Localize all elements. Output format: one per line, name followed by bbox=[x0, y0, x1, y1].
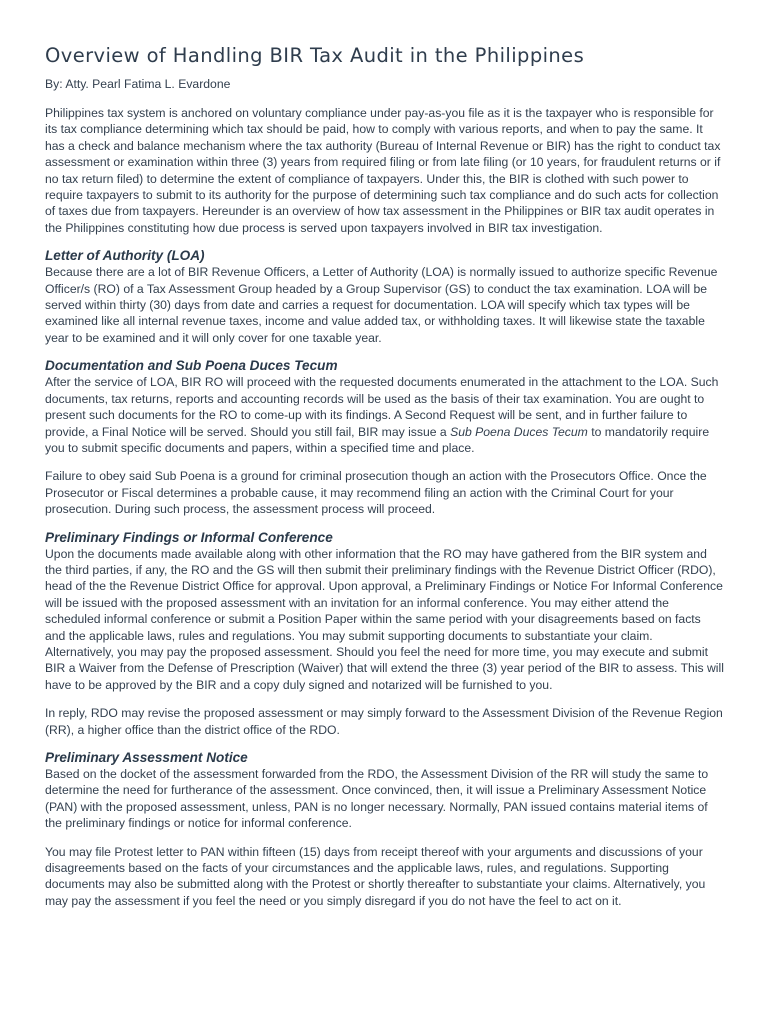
author-byline: By: Atty. Pearl Fatima L. Evardone bbox=[45, 77, 231, 91]
section-heading-pan: Preliminary Assessment Notice bbox=[45, 750, 248, 765]
italic-term: Sub Poena Duces Tecum bbox=[450, 424, 588, 439]
section-heading-documentation: Documentation and Sub Poena Duces Tecum bbox=[45, 358, 338, 374]
section-documentation-paragraph-1 bbox=[45, 374, 724, 456]
section-pan-paragraph-2: You may file Protest letter to PAN within fifteen (15) days from receipt thereof with your arguments and discussions of your disagreements based on the facts of your circumstances and the applicable laws, rules, and regulations. Supporting documents may also be submitted along with the Protest or shortly thereafter to substantiate your claims. Alternatively, you may pay the assessment if you feel the need or you simply disregard if you do not have the feel to act on it. bbox=[45, 844, 706, 908]
intro-paragraph: Philippines tax system is anchored on voluntary compliance under pay-as-you file as it is the taxpayer who is responsible for its tax compliance determining which tax should be paid, how to comply with various reports, and when to pay the same. It has a check and balance mechanism where the tax authority (Bureau of Internal Revenue or BIR) has the right to conduct tax assessment or examination within three (3) years from required filing or from late filing (or 10 years, for fraudulent returns or if no tax return filed) to determine the extent of compliance of taxpayers. Under this, the BIR is clothed with such power to require taxpayers to submit to its authority for the purpose of determining such tax compliance and do such acts for collection of taxes due from taxpayers. Hereunder is an overview of how tax assessment in the Philippines or BIR tax audit operates in the Philippines constituting how due process is served upon taxpayers involved in BIR tax investigation. bbox=[45, 106, 721, 235]
paragraph-text: After the service of LOA, BIR RO will proceed with the requested documents enumerated in the attachment to the LOA. Such documents, tax returns, reports and accounting records will be used as the basis of their tax examination. You are ought to present such documents for the RO to come-up with its findings. A Second Request will be sent, and in further failure to provide, a Final Notice will be served. Should you still fail, BIR may issue a bbox=[45, 375, 719, 439]
section-loa-paragraph: Because there are a lot of BIR Revenue Officers, a Letter of Authority (LOA) is normally issued to authorize specific Revenue Officer/s (RO) of a Tax Assessment Group headed by a Group Supervisor (GS) to conduct the tax examination. LOA will be served within thirty (30) days from date and carries a request for documentation. LOA will specify which tax types will be examined like all internal revenue taxes, income and value added tax, or withholding taxes. It will likewise state the taxable year to be examined and it will only cover for one taxable year. bbox=[45, 265, 718, 345]
section-heading-loa: Letter of Authority (LOA) bbox=[45, 248, 205, 264]
section-documentation-paragraph-2: Failure to obey said Sub Poena is a ground for criminal prosecution though an action with the Prosecutors Office. Once the Prosecutor or Fiscal determines a probable cause, it may recommend filing an action with the Criminal Court for your prosecution. During such process, the assessment process will proceed. bbox=[45, 469, 707, 517]
page-title: Overview of Handling BIR Tax Audit in the Philippines bbox=[45, 44, 585, 67]
section-findings-paragraph-2: In reply, RDO may revise the proposed assessment or may simply forward to the Assessment Division of the Revenue Region (RR), a higher office than the district office of the RDO. bbox=[45, 706, 723, 737]
section-pan-paragraph-1: Based on the docket of the assessment forwarded from the RDO, the Assessment Division of the RR will study the same to determine the need for furtherance of the assessment. Once convinced, then, it will issue a Preliminary Assessment Notice (PAN) with the proposed assessment, unless, PAN is no longer necessary. Normally, PAN issued contains material items of the preliminary findings or notice for informal conference. bbox=[45, 767, 709, 831]
section-heading-preliminary-findings: Preliminary Findings or Informal Conference bbox=[45, 529, 333, 545]
section-findings-paragraph-1: Upon the documents made available along with other information that the RO may have gathered from the BIR system and the third parties, if any, the RO and the GS will then submit their preliminary findings with the Revenue District Officer (RDO), head of the the Revenue District Office for approval. Upon approval, a Preliminary Findings or Notice For Informal Conference will be issued with the proposed assessment with an invitation for an informal conference. You may either attend the scheduled informal conference or submit a Position Paper within the same period with your disagreements based on facts and the applicable laws, rules and regulations. You may submit supporting documents to substantiate your claim. Alternatively, you may pay the proposed assessment. Should you feel the need for more time, you may execute and submit BIR a Waiver from the Defense of Prescription (Waiver) that will extend the three (3) year period of the BIR to assess. This will have to be approved by the BIR and a copy duly signed and notarized will be furnished to you. bbox=[45, 546, 724, 692]
paragraph-text: to mandatorily require you to submit specific documents and papers, within a specified time and place. bbox=[45, 424, 710, 455]
